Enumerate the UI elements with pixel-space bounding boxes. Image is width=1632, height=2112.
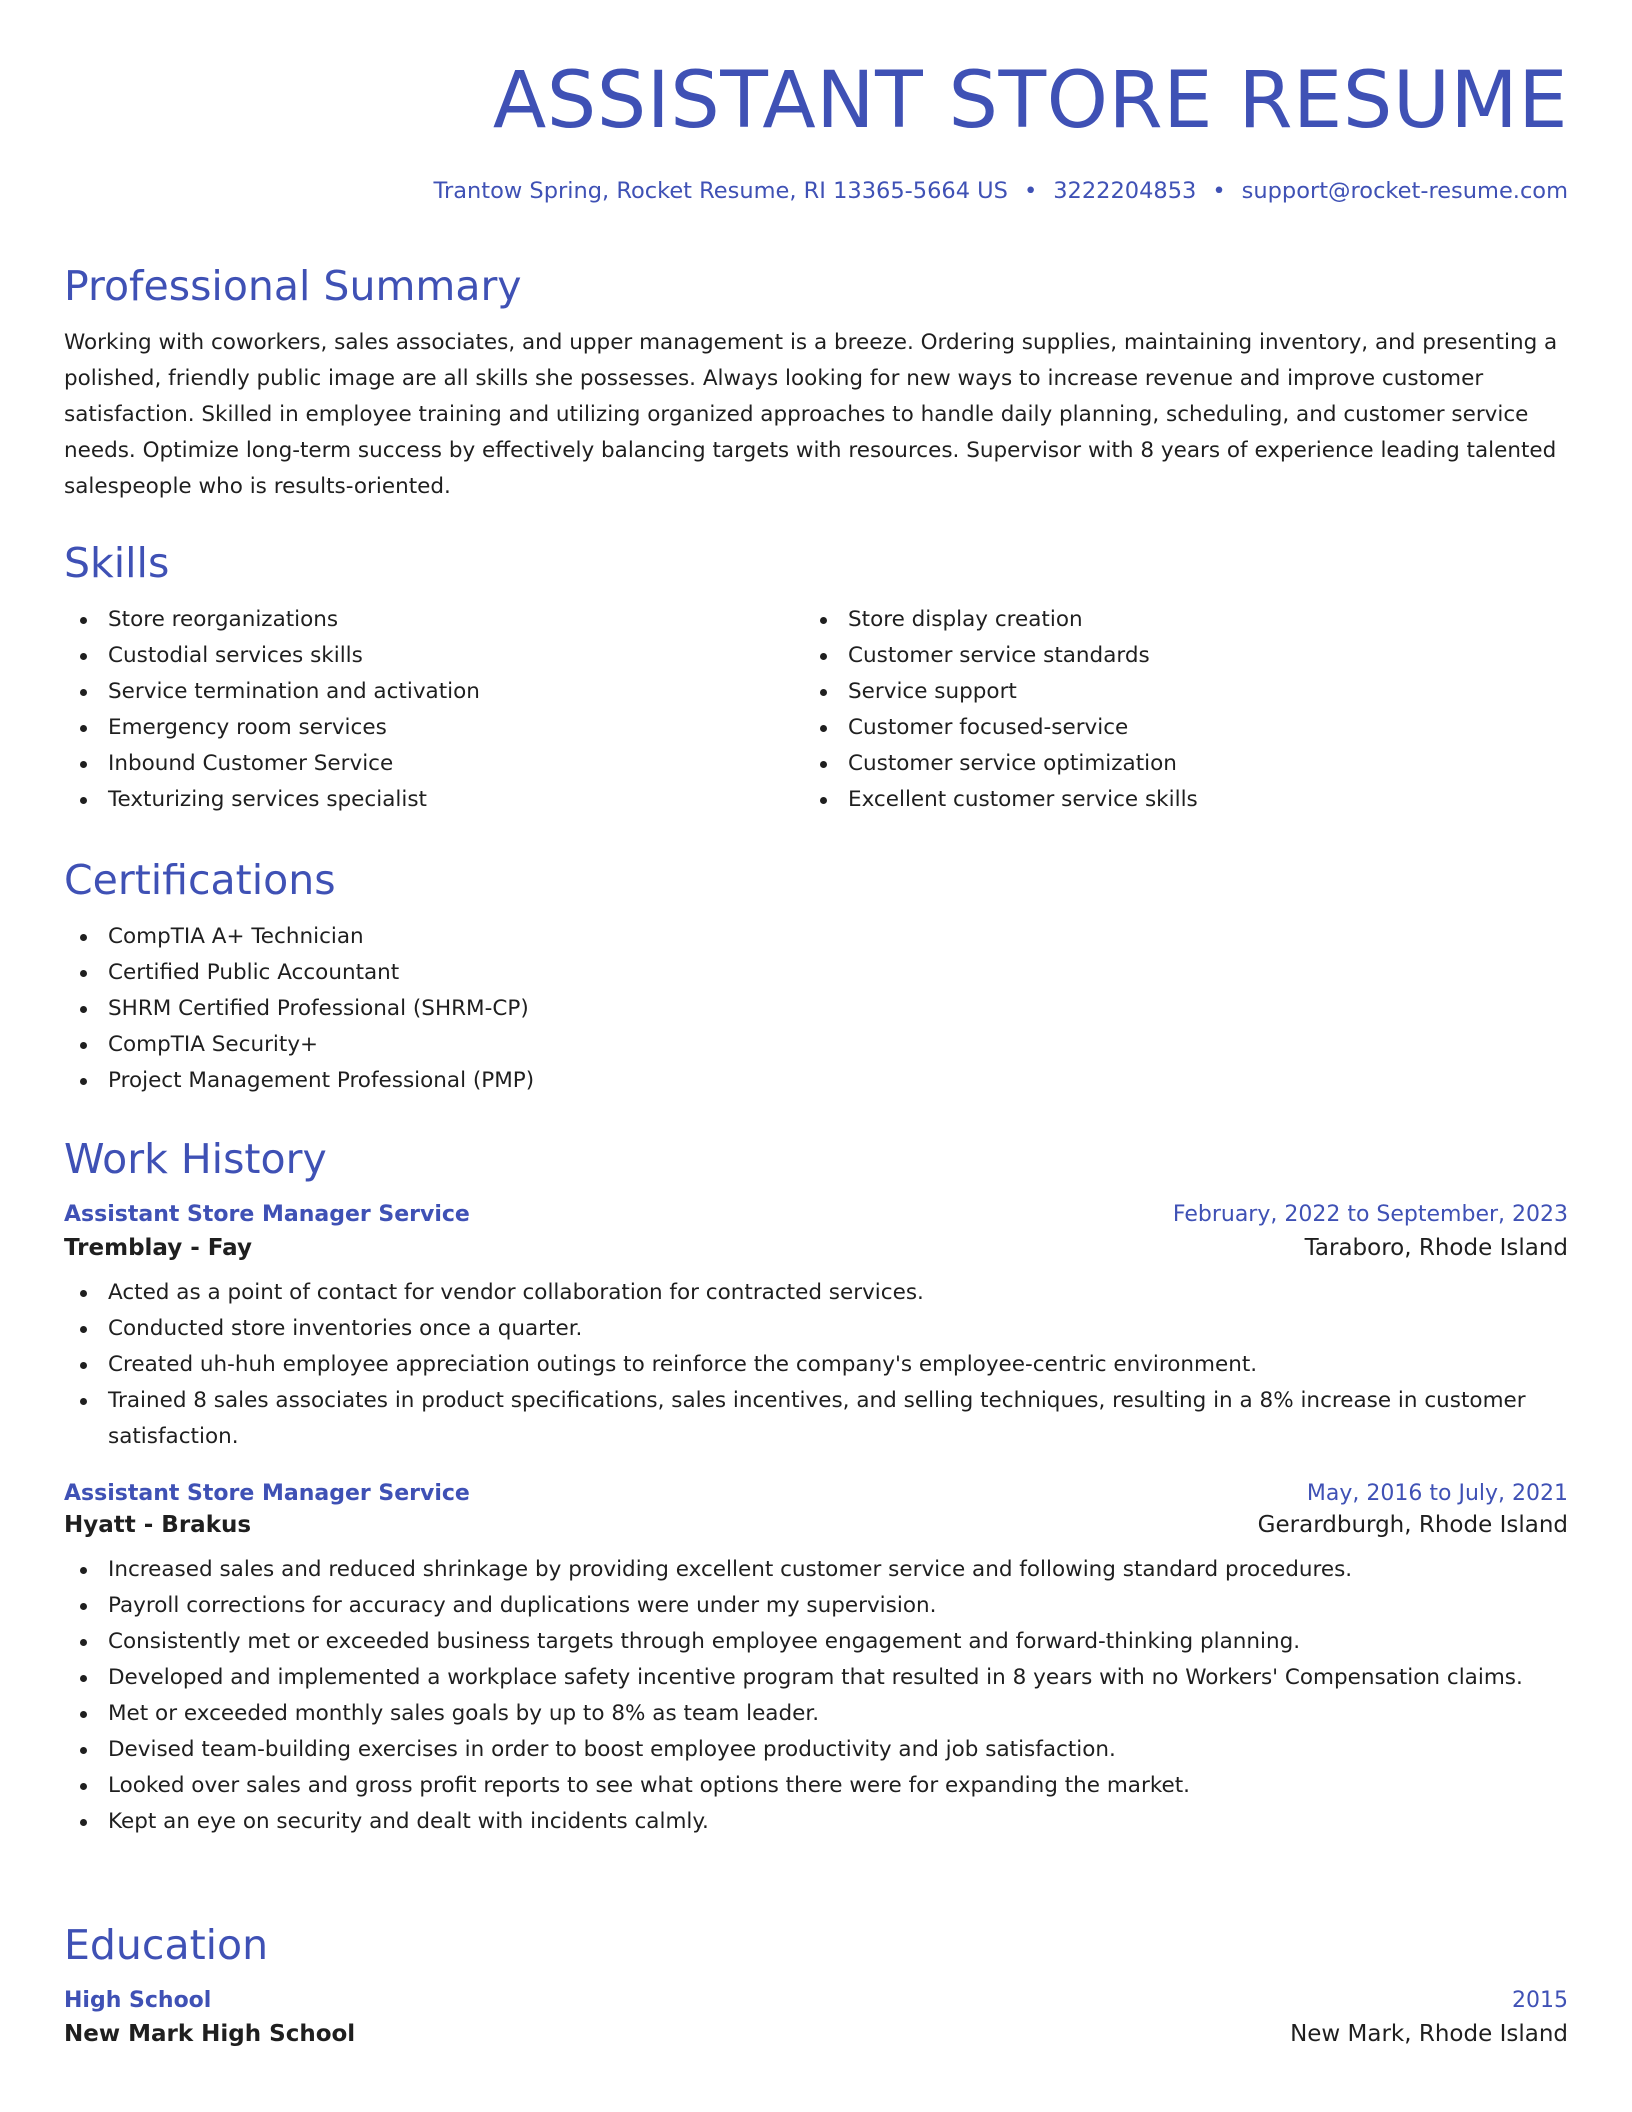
certification-item: CompTIA Security+ (64, 1027, 1568, 1063)
job-entry (64, 1202, 1568, 1455)
skill-item: Excellent customer service skills (804, 782, 1544, 818)
skill-item: Customer focused-service (804, 710, 1544, 746)
certifications-section (64, 856, 1568, 1099)
job-bullets (64, 1275, 1568, 1455)
contact-separator: • (1212, 178, 1226, 204)
contact-phone: 3222204853 (1053, 178, 1197, 204)
contact-address: Trantow Spring, Rocket Resume, RI 13365-5664 US (433, 178, 1008, 204)
job-dates: May, 2016 to July, 2021 (1306, 1481, 1568, 1507)
job-company: Hyatt - Brakus (64, 1512, 252, 1539)
job-dates: February, 2022 to September, 2023 (1172, 1202, 1568, 1228)
education-heading: Education (64, 1921, 269, 1969)
certifications-list (64, 919, 1568, 1099)
job-title: Assistant Store Manager Service (64, 1481, 470, 1507)
contact-email[interactable]: support@rocket-resume.com (1241, 178, 1568, 204)
job-bullet: Looked over sales and gross profit reports to see what options there were for expanding the market. (64, 1768, 1568, 1804)
job-bullet: Met or exceeded monthly sales goals by up to 8% as team leader. (64, 1696, 1568, 1732)
resume-title: ASSISTANT STORE RESUME (492, 56, 1568, 146)
skills-list-right (804, 602, 1544, 818)
certification-item: Project Management Professional (PMP) (64, 1063, 1568, 1099)
skills-section (64, 539, 1568, 818)
contact-line (64, 178, 1568, 204)
certification-item: SHRM Certified Professional (SHRM-CP) (64, 991, 1568, 1027)
job-location: Gerardburgh, Rhode Island (1257, 1512, 1568, 1539)
contact-separator: • (1023, 178, 1038, 204)
education-subheader (64, 2021, 1568, 2047)
summary-section (64, 262, 1568, 505)
job-bullet: Devised team-building exercises in order to boost employee productivity and job satisfaction. (64, 1732, 1568, 1768)
skill-item: Emergency room services (64, 710, 804, 746)
education-location: New Mark, Rhode Island (1290, 2021, 1568, 2048)
skill-item: Store reorganizations (64, 602, 804, 638)
education-degree: High School (64, 1988, 212, 2014)
work-history-section (64, 1135, 1568, 1840)
work-history-heading: Work History (64, 1135, 327, 1183)
job-entry (64, 1481, 1568, 1840)
job-subheader (64, 1235, 1568, 1261)
skill-item: Texturizing services specialist (64, 782, 804, 818)
summary-text: Working with coworkers, sales associates, and upper management is a breeze. Ordering supplies, maintaining inventory, and presenting a polished, friendly public image are all skills she possesses. Always looking for new ways to increase revenue and improve customer satisfaction. Skilled in employee training and utilizing organized approaches to handle daily planning, scheduling, and customer service needs. Optimize long-term success by effectively balancing targets with resources. Supervisor with 8 years of experience leading talented salespeople who is results-oriented. (64, 330, 1558, 500)
skill-item: Store display creation (804, 602, 1544, 638)
job-bullet: Consistently met or exceeded business targets through employee engagement and forward-thinking planning. (64, 1624, 1568, 1660)
job-title: Assistant Store Manager Service (64, 1202, 470, 1228)
skill-item: Service support (804, 674, 1544, 710)
job-header (64, 1202, 1568, 1227)
job-bullet: Created uh-huh employee appreciation outings to reinforce the company's employee-centric environment. (64, 1347, 1568, 1383)
job-bullets (64, 1552, 1568, 1840)
skill-item: Inbound Customer Service (64, 746, 804, 782)
job-bullet: Payroll corrections for accuracy and duplications were under my supervision. (64, 1588, 1568, 1624)
job-bullet: Increased sales and reduced shrinkage by providing excellent customer service and following standard procedures. (64, 1552, 1568, 1588)
job-bullet: Trained 8 sales associates in product specifications, sales incentives, and selling techniques, resulting in a 8% increase in customer satisfaction. (64, 1383, 1568, 1455)
job-header (64, 1481, 1568, 1506)
skill-item: Custodial services skills (64, 638, 804, 674)
education-year: 2015 (1512, 1988, 1568, 2014)
skill-item: Customer service standards (804, 638, 1544, 674)
job-company: Tremblay - Fay (64, 1235, 252, 1262)
education-header (64, 1988, 1568, 2013)
certifications-heading: Certifications (64, 856, 336, 904)
skills-heading: Skills (64, 539, 170, 587)
job-bullet: Kept an eye on security and dealt with incidents calmly. (64, 1804, 1568, 1840)
job-bullet: Developed and implemented a workplace safety incentive program that resulted in 8 years with no Workers' Compensation claims. (64, 1660, 1568, 1696)
skill-item: Customer service optimization (804, 746, 1544, 782)
summary-heading: Professional Summary (64, 262, 522, 310)
certification-item: Certified Public Accountant (64, 955, 1568, 991)
job-bullet: Conducted store inventories once a quarter. (64, 1311, 1568, 1347)
education-school: New Mark High School (64, 2021, 356, 2048)
skills-grid (64, 602, 1568, 818)
skills-list-left (64, 602, 804, 818)
job-bullet: Acted as a point of contact for vendor collaboration for contracted services. (64, 1275, 1568, 1311)
skill-item: Service termination and activation (64, 674, 804, 710)
certification-item: CompTIA A+ Technician (64, 919, 1568, 955)
job-location: Taraboro, Rhode Island (1304, 1235, 1568, 1262)
education-section (64, 1921, 1568, 2047)
job-subheader (64, 1512, 1568, 1538)
